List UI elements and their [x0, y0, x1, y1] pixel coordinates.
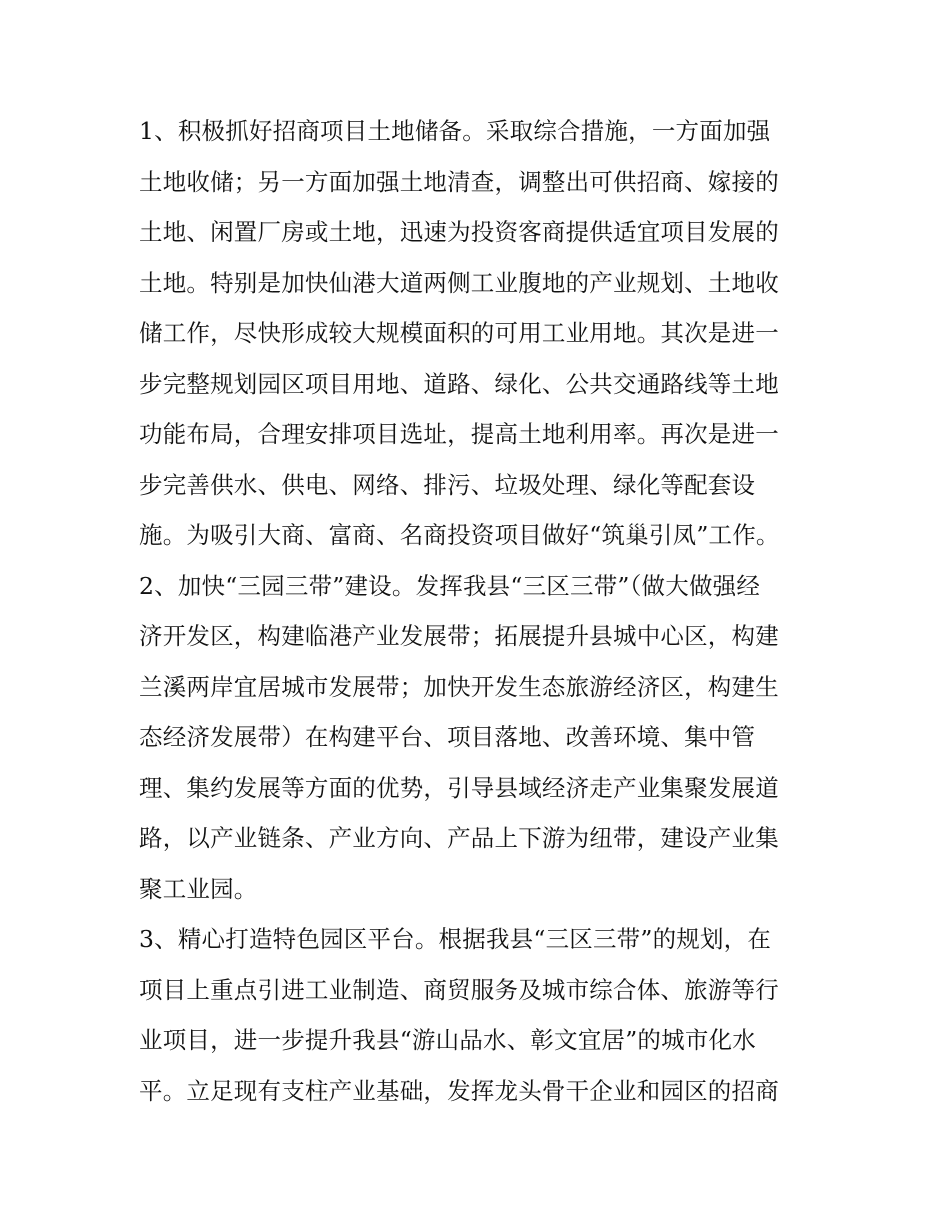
text-line: 步完善供水、供电、网络、排污、垃圾处理、绿化等配套设 — [139, 470, 756, 499]
text-line: 步完整规划园区项目用地、道路、绿化、公共交通路线等土地 — [139, 369, 779, 398]
paragraph-park-platform — [139, 914, 819, 1116]
text-line: 兰溪两岸宜居城市发展带；加快开发生态旅游经济区，构建生 — [139, 672, 779, 701]
text-line: 土地。特别是加快仙港大道两侧工业腹地的产业规划、土地收 — [139, 268, 779, 297]
text-line: 项目上重点引进工业制造、商贸服务及城市综合体、旅游等行 — [139, 975, 779, 1004]
paragraph-land-reserve — [139, 106, 819, 561]
text-line: 2、加快“三园三带”建设。发挥我县“三区三带”（做大做强经 — [139, 571, 761, 600]
text-line: 业项目，进一步提升我县“游山品水、彰文宜居”的城市化水 — [139, 1026, 756, 1054]
text-line: 土地收储；另一方面加强土地清查，调整出可供招商、嫁接的 — [139, 167, 779, 196]
text-line: 1、积极抓好招商项目土地储备。采取综合措施，一方面加强 — [139, 117, 771, 145]
text-line: 态经济发展带）在构建平台、项目落地、改善环境、集中管 — [139, 723, 756, 751]
text-line: 路，以产业链条、产业方向、产品上下游为纽带，建设产业集 — [139, 824, 779, 852]
text-line: 储工作，尽快形成较大规模面积的可用工业用地。其次是进一 — [139, 319, 779, 347]
text-line: 济开发区，构建临港产业发展带；拓展提升县城中心区，构建 — [139, 622, 779, 650]
text-line: 3、精心打造特色园区平台。根据我县“三区三带”的规划，在 — [139, 925, 772, 953]
paragraph-three-parks — [139, 561, 819, 915]
text-line: 平。立足现有支柱产业基础，发挥龙头骨干企业和园区的招商 — [139, 1076, 779, 1105]
document-page — [139, 106, 819, 1116]
text-line: 功能布局，合理安排项目选址，提高土地利用率。再次是进一 — [139, 420, 779, 448]
text-line: 聚工业园。 — [139, 874, 258, 903]
text-line: 理、集约发展等方面的优势，引导县域经济走产业集聚发展道 — [139, 773, 779, 802]
text-line: 土地、闲置厂房或土地，迅速为投资客商提供适宜项目发展的 — [139, 218, 779, 246]
text-line: 施。为吸引大商、富商、名商投资项目做好“筑巢引凤”工作。 — [139, 521, 780, 549]
